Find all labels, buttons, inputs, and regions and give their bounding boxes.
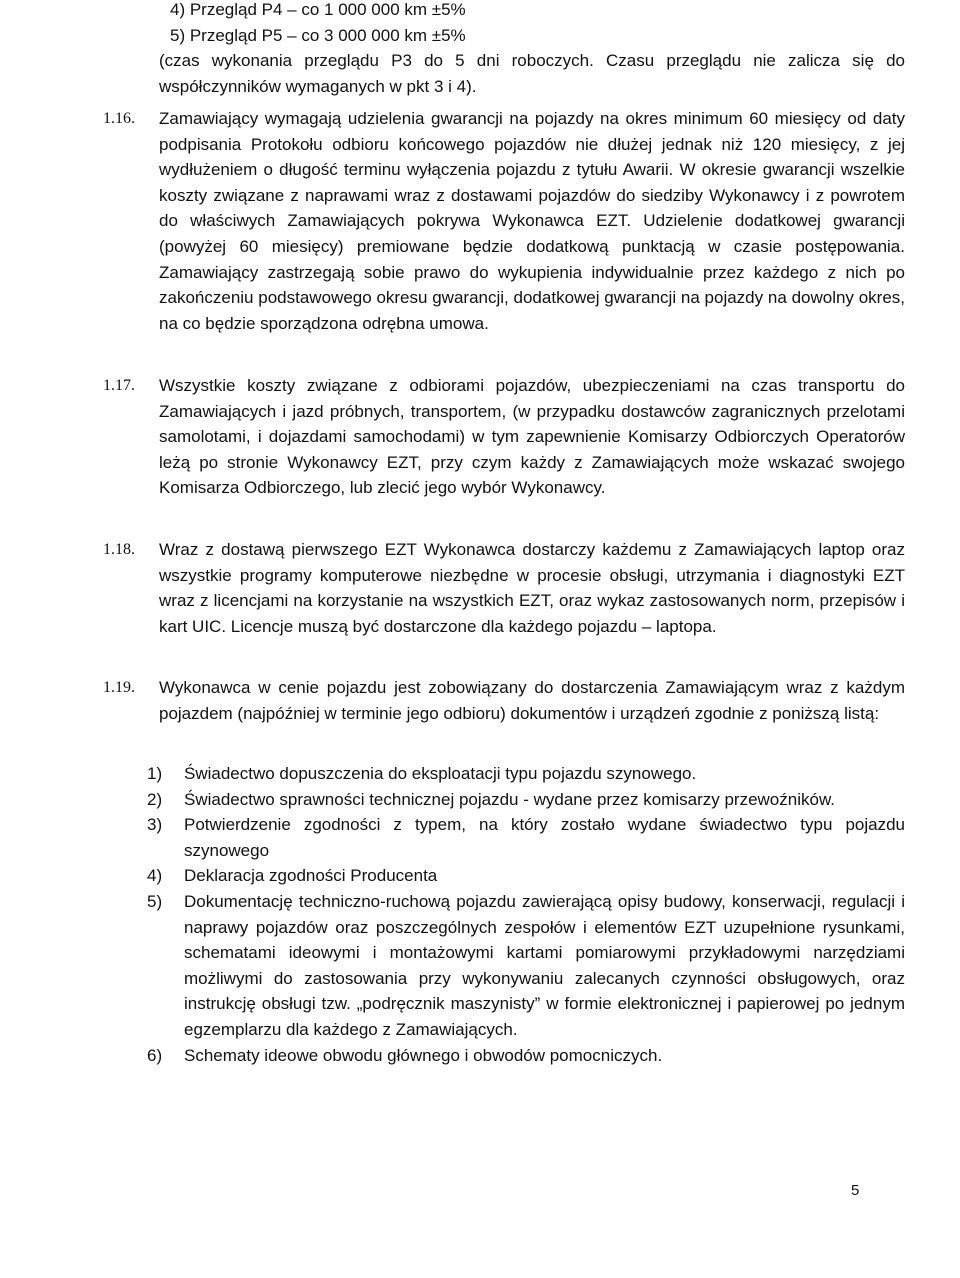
section-text: Zamawiający wymagają udzielenia gwarancji na pojazdy na okres minimum 60 miesięcy od daty podpisania Protokołu odbioru końcowego pojazdów nie dłużej jednak niż 120 miesięcy, z jej wydłużeniem o długość terminu wyłączenia pojazdu z tytułu Awarii. W okresie gwarancji wszelkie koszty związane z naprawami wraz z dostawami pojazdów do siedziby Wykonawcy i z powrotem do właściwych Zamawiających pokrywa Wykonawca EZT. Udzielenie dodatkowej gwarancji (powyżej 60 miesięcy) premiowane będzie dodatkową punktacją w czasie postępowania. Zamawiający zastrzegają sobie prawo do wykupienia indywidualnie przez każdego z nich po zakończeniu podstawowego okresu gwarancji, dodatkowej gwarancji na pojazdy na dowolny okres, na co będzie sporządzona odrębna umowa.: [159, 109, 905, 333]
list-item: [147, 787, 905, 813]
list-item-text: Deklaracja zgodności Producenta: [184, 866, 438, 886]
list-item-number: 3): [147, 815, 163, 835]
list-item-number: 5): [147, 891, 163, 911]
list-item: [147, 761, 905, 787]
document-list: [147, 761, 905, 1068]
inspection-note: (czas wykonania przeglądu P3 do 5 dni roboczych. Czasu przeglądu nie zalicza się do współczynników wymaganych w pkt 3 i 4).: [159, 51, 905, 96]
inspection-item-p5: 5) Przegląd P5 – co 3 000 000 km ±5%: [170, 25, 466, 45]
section-1-16: [103, 106, 905, 336]
list-item: [147, 1043, 905, 1069]
list-item-text: Dokumentację techniczno-ruchową pojazdu zawierającą opisy budowy, konserwacji, regulacji i naprawy pojazdów oraz poszczególnych zespołów i elementów EZT uzupełnione rysunkami, schematami ideowymi i montażowymi kartami pomiarowymi przykładowymi narzędziami możliwymi do zastosowania przy wykonywaniu zalecanych czynności obsługowych, oraz instrukcję obsługi tzw. „podręcznik maszynisty” w formie elektronicznej i papierowej po jednym egzemplarzu dla każdego z Zamawiających.: [184, 891, 905, 1039]
list-item-number: 1): [147, 764, 163, 783]
section-number: 1.16.: [103, 110, 135, 127]
section-text: Wraz z dostawą pierwszego EZT Wykonawca dostarczy każdemu z Zamawiających laptop oraz wszystkie programy komputerowe niezbędne w procesie obsługi, utrzymania i diagnostyki EZT wraz z licencjami na korzystanie na wszystkich EZT, oraz wykaz zastosowanych norm, przepisów i kart UIC. Licencje muszą być dostarczone dla każdego pojazdu – laptopa.: [159, 540, 905, 636]
list-item-text: Potwierdzenie zgodności z typem, na który zostało wydane świadectwo typu pojazdu szynowego: [184, 815, 905, 860]
inspection-list: [159, 0, 905, 99]
list-item-text: Świadectwo sprawności technicznej pojazdu - wydane przez komisarzy przewoźników.: [184, 789, 836, 809]
section-text: Wykonawca w cenie pojazdu jest zobowiązany do dostarczenia Zamawiającym wraz z każdym pojazdem (najpóźniej w terminie jego odbioru) dokumentów i urządzeń zgodnie z poniższą listą:: [159, 678, 905, 723]
section-1-17: [103, 373, 905, 501]
section-number: 1.19.: [103, 679, 135, 696]
section-1-19: [103, 675, 905, 726]
inspection-item-p4: 4) Przegląd P4 – co 1 000 000 km ±5%: [170, 0, 466, 19]
list-item-text: Świadectwo dopuszczenia do eksploatacji typu pojazdu szynowego.: [184, 764, 697, 783]
list-item-number: 4): [147, 866, 163, 886]
page-number: 5: [851, 1182, 860, 1199]
section-1-18: [103, 537, 905, 639]
list-item: [147, 863, 905, 889]
list-item-number: 6): [147, 1045, 163, 1065]
section-number: 1.17.: [103, 377, 135, 394]
list-item: [147, 812, 905, 863]
section-number: 1.18.: [103, 541, 135, 558]
list-item-number: 2): [147, 789, 163, 809]
list-item: [147, 889, 905, 1043]
list-item-text: Schematy ideowe obwodu głównego i obwodów pomocniczych.: [184, 1045, 663, 1065]
section-text: Wszystkie koszty związane z odbiorami pojazdów, ubezpieczeniami na czas transportu do Zamawiających i jazd próbnych, transportem, (w przypadku dostawców zagranicznych przelotami samolotami, i dojazdami samochodami) w tym zapewnienie Komisarzy Odbiorczych Operatorów leżą po stronie Wykonawcy EZT, przy czym każdy z Zamawiających może wskazać swojego Komisarza Odbiorczego, lub zlecić jego wybór Wykonawcy.: [159, 376, 905, 498]
